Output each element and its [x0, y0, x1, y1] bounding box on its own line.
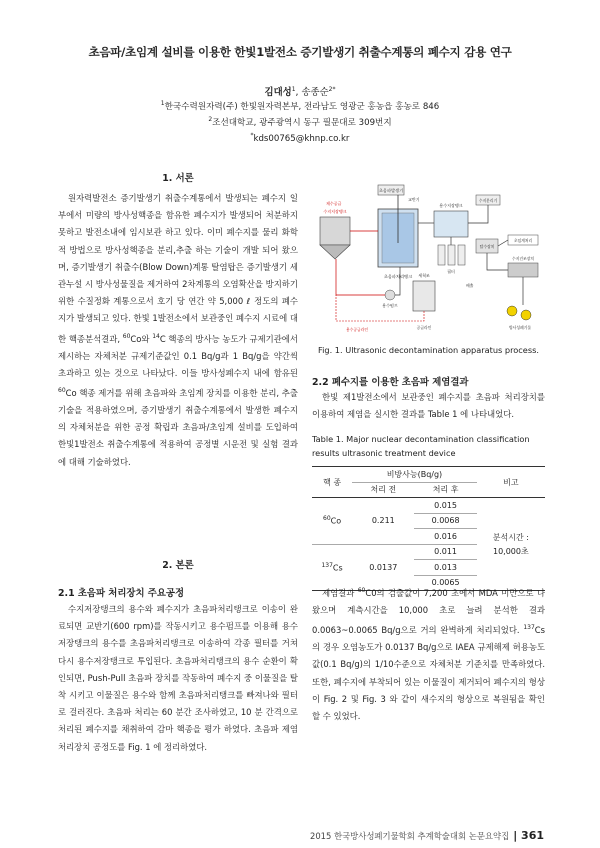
- cell-remark: [477, 498, 545, 591]
- result-text-b: C0의 검출값이 7,200 초에서 MDA 미만으로 나왔으며 계측시간을 10,000 초로 늘려 분석한 결과 0.0063~0.0065 Bq/g으로 거의 완벽하게 처리되었다.: [312, 587, 545, 635]
- label-resin-storage: 수지저장탱크: [323, 209, 347, 214]
- co60-mass: 60: [323, 515, 331, 523]
- th-remark: 비고: [477, 467, 545, 498]
- filter-1: [438, 245, 445, 265]
- label-dryer: 수지건조장치: [511, 256, 535, 261]
- remark-line-2: 10,000초: [492, 546, 529, 556]
- label-supply-line: 공급라인: [416, 325, 432, 330]
- result-co60-sup: 60: [357, 587, 366, 594]
- results-discussion-paragraph: [312, 582, 545, 725]
- cell-cs137-before: 0.0137: [352, 544, 414, 591]
- cell-co60-after-3: 0.016: [414, 529, 476, 545]
- cs137-symbol: Cs: [332, 563, 343, 573]
- label-agitator: 교반기: [408, 197, 420, 202]
- cell-co60-after-2: 0.0068: [414, 513, 476, 529]
- paper-title: 초음파/초임계 설비를 이용한 한빛1발전소 증기발생기 취출수계통의 폐수지 감용 연구: [88, 45, 512, 59]
- intro-co60-sup: 60: [122, 332, 131, 340]
- wash-tank: [413, 281, 435, 311]
- result-text-a: 제염결과: [322, 587, 358, 598]
- resin-storage-tank: [320, 217, 350, 245]
- author-2: 송종순: [301, 87, 329, 98]
- result-text-c: Cs의 경우 오염농도가 0.0137 Bq/g으로 IAEA 규제해제 허용농도값(0.1 Bq/g)의 1/10수준으로 자체처분 기준치를 만족하였다. 또한, 폐수지에 부착되어 있는 이물질이 제거되어 폐수지의 형상이 Fig. 2 및 Fig. 3 와 같이 새수지의 형상으로 복원됨을 확인 할 수 있었다.: [312, 625, 545, 722]
- subsection-2-1-heading: 2.1 초음파 처리장치 주요공정: [58, 588, 185, 599]
- th-after: 처리 후: [414, 482, 476, 498]
- label-water-supply: 제수공급: [326, 201, 342, 206]
- radwaste-symbol-2: [521, 310, 531, 320]
- label-water-line: 용수공급라인: [346, 327, 369, 332]
- cs137-mass: 137: [321, 561, 333, 569]
- label-separator: 수지분리기: [478, 198, 498, 203]
- aff-1-text: 한국수력원자력(주) 한빛원자력본부, 전라남도 영광군 홍농읍 홍농로 846: [164, 102, 440, 112]
- page-number: | 361: [513, 829, 544, 842]
- subsection-2-2-heading: 2.2 폐수지를 이용한 초음파 제염결과: [312, 377, 469, 388]
- label-wash: 세척조: [418, 273, 430, 278]
- email-line: [0, 132, 600, 144]
- label-discharge: 배출: [466, 283, 474, 288]
- email-text: kds00765@khnp.co.kr: [253, 133, 350, 144]
- cell-cs137-after-1: 0.011: [434, 547, 458, 557]
- th-nuclide: 핵 종: [312, 467, 352, 498]
- cell-cs137-after-3: 0.0065: [414, 575, 476, 591]
- label-supercritical: 초임계처리: [513, 238, 533, 243]
- label-pump: 용수펌프: [382, 303, 398, 308]
- cell-co60: [312, 498, 352, 545]
- process-paragraph: 수지저장탱크의 용수와 폐수지가 초음파처리탱크로 이송이 완료되면 교반기(600 rpm)를 작동시키고 용수펌프를 이용해 용수저장탱크의 용수를 초음파처리탱크로 이송하여 각종 필터를 거쳐 다시 용수저장탱크로 투입된다. 초음파처리탱크의 용수 순환이 확인되면, Push-Pull 초음파 장치를 작동하여 폐수지 중 이물질을 탈착 시키고 이물질은 용수와 함께 초음파처리탱크를 빠져나와 필터로 걸러진다. 초음파 처리는 60 분간 조사하였고, 10 분 간격으로 처리된 폐수지를 채취하여 감마 핵종을 평가 하였다. 초음파 제염처리장치 공정도를 Fig. 1 에 정리하였다.: [58, 604, 298, 752]
- label-generator: 초음파발생기: [378, 188, 404, 193]
- cell-co60-after-1: 0.015: [434, 500, 458, 510]
- aff-2-sup: 2: [208, 116, 213, 124]
- th-before: 처리 전: [352, 482, 414, 498]
- intro-text-d: Co 핵종 제거를 위해 초음파와 초임계 장치를 이용한 분리, 추출기술을 적용하였으며, 증기발생기 취출수계통에서 발생한 폐수지의 자체처분을 위한 공정 확립과 초음파/초임계 설비를 도입하여 한빛1발전소 취출수계통에 적용하여 공정별 시운전 및 실험 결과에 대해 기술하였다.: [58, 387, 298, 467]
- author-line: [0, 84, 600, 98]
- water-pump: [385, 290, 395, 300]
- label-ultrasonic-tank: 초음파처리탱크: [383, 274, 413, 279]
- decontamination-process-diagram: [316, 183, 542, 336]
- figure-1-caption: Fig. 1. Ultrasonic decontamination apparatus process.: [318, 345, 539, 355]
- label-radwaste: 방사성폐기물: [508, 325, 532, 330]
- table-1-caption: Table 1. Major nuclear decontamination classification results ultrasonic treatment device: [312, 434, 530, 458]
- label-dewatering: 탈수장치: [479, 244, 495, 249]
- remark-line-1: 분석시간 :: [492, 532, 529, 542]
- email-sup: *: [250, 132, 254, 139]
- affiliation-2: [0, 116, 600, 128]
- filter-3: [458, 245, 465, 265]
- footer-proceedings: 2015 한국방사성폐기물학회 추계학술대회 논문요약집: [309, 831, 510, 841]
- radwaste-symbol-1: [507, 306, 517, 316]
- th-specific-activity: 비방사능(Bq/g): [386, 469, 443, 479]
- author-sep: ,: [295, 87, 302, 98]
- intro-text-a: 원자력발전소 증기발생기 취출수계통에서 발생되는 폐수지 일부에서 미량의 방사성핵종을 함유한 폐수지가 발생되어 처분하지 못하고 발전소내에 임시보관 하고 있다. 이미 폐수지를 물리 화학적 방법으로 방사성핵종을 분리,추출 하는 기술이 개발 되어 왔으며, 증기발생기 취출수(Blow Down)계통 탈염탑은 증기발생기 세관누설 시 방사성물질을 제거하여 2차계통의 오염확산을 방지하기 위한 수질정화 계통으로서 호기 당 연간 약 5,000 ℓ 정도의 폐수지가 발생되고 있다. 한빛 1발전소에서 보관중인 폐수지 시료에 대한 핵종분석결과,: [58, 193, 298, 344]
- intro-paragraph: [58, 190, 298, 471]
- page-footer: [310, 829, 544, 842]
- label-filter: 필터: [447, 269, 455, 274]
- author-1: 김대성: [264, 87, 292, 98]
- water-storage-tank: [434, 211, 468, 237]
- aff-2-text: 조선대학교, 광주광역시 동구 필문대로 309번지: [212, 118, 392, 128]
- dryer-box: [508, 263, 538, 277]
- filter-2: [448, 245, 455, 265]
- author-1-sup: 1: [291, 85, 296, 93]
- results-intro-paragraph: 한빛 제1발전소에서 보관중인 폐수지를 초음파 처리장치를 이용하여 제염을 실시한 결과를 Table 1 에 나타내었다.: [312, 392, 545, 420]
- result-cs137-sup: 137: [523, 624, 535, 632]
- co60-symbol: Co: [330, 517, 342, 527]
- label-water-storage: 용수저장탱크: [439, 203, 463, 208]
- intro-c14-sup: 14: [152, 332, 160, 340]
- section-body-heading: 2. 본론: [162, 560, 194, 571]
- section-intro-heading: 1. 서론: [162, 173, 194, 184]
- intro-co60-sup-2: 60: [58, 387, 66, 395]
- decontamination-results-table: [312, 466, 545, 591]
- cell-co60-before: 0.211: [371, 516, 395, 526]
- author-2-sup: 2*: [328, 85, 336, 93]
- cell-cs137-after-2: 0.013: [414, 560, 476, 576]
- affiliation-1: [0, 100, 600, 112]
- aff-1-sup: 1: [160, 100, 165, 108]
- intro-text-c: C 핵종의 방사능 농도가 규제기관에서 제시하는 자체처분 규제기준값인 0.1 Bq/g과 1 Bq/g을 약간씩 초과하고 있는 것으로 나타났다. 이들 방사성폐수지 내에 함유된: [58, 333, 298, 378]
- intro-text-b: Co와: [130, 333, 153, 344]
